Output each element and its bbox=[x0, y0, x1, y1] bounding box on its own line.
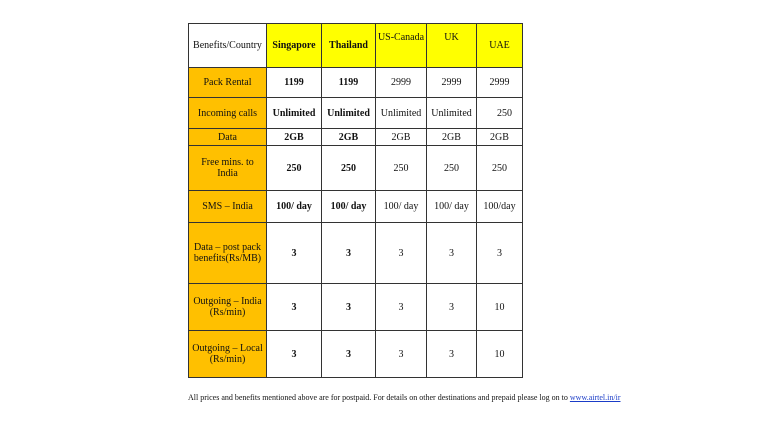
table-cell: 250 bbox=[322, 146, 376, 191]
table-cell: 2GB bbox=[477, 129, 523, 146]
table-cell: 100/day bbox=[477, 191, 523, 223]
country-header-thailand: Thailand bbox=[322, 24, 376, 68]
table-row bbox=[189, 146, 523, 191]
tariff-table bbox=[188, 23, 523, 378]
table-cell: 3 bbox=[322, 284, 376, 331]
table-cell: Unlimited bbox=[376, 98, 427, 129]
table-cell: 3 bbox=[376, 284, 427, 331]
country-header-us-canada: US-Canada bbox=[376, 24, 427, 68]
table-row bbox=[189, 223, 523, 284]
airtel-ir-link[interactable]: www.airtel.in/ir bbox=[569, 393, 621, 402]
table-cell: 3 bbox=[322, 331, 376, 378]
table-cell: 3 bbox=[477, 223, 523, 284]
table-cell: 250 bbox=[427, 146, 477, 191]
table-cell: 100/ day bbox=[427, 191, 477, 223]
footer-text: All prices and benefits mentioned above are for postpaid. For details on other destinations and prepaid please log on to bbox=[188, 393, 570, 402]
table-cell: Unlimited bbox=[322, 98, 376, 129]
country-header-uk: UK bbox=[427, 24, 477, 68]
table-cell: 100/ day bbox=[322, 191, 376, 223]
table-cell: 250 bbox=[477, 146, 523, 191]
table-row bbox=[189, 68, 523, 98]
table-cell: 3 bbox=[376, 223, 427, 284]
table-cell: 250 bbox=[267, 146, 322, 191]
table-cell: Unlimited bbox=[427, 98, 477, 129]
table-cell: 1199 bbox=[322, 68, 376, 98]
table-cell: 2GB bbox=[267, 129, 322, 146]
table-cell: 2999 bbox=[376, 68, 427, 98]
table-cell: 3 bbox=[376, 331, 427, 378]
table-row bbox=[189, 129, 523, 146]
header-row bbox=[189, 24, 523, 68]
table-row bbox=[189, 284, 523, 331]
table-row bbox=[189, 331, 523, 378]
table-cell: 250 bbox=[376, 146, 427, 191]
table-cell: 3 bbox=[322, 223, 376, 284]
row-label-outgoing-india: Outgoing – India (Rs/min) bbox=[189, 284, 267, 331]
table-cell: 3 bbox=[267, 223, 322, 284]
row-label-outgoing-local: Outgoing – Local (Rs/min) bbox=[189, 331, 267, 378]
row-label-incoming-calls: Incoming calls bbox=[189, 98, 267, 129]
table-cell: 3 bbox=[267, 284, 322, 331]
table-cell: 100/ day bbox=[376, 191, 427, 223]
row-label-data: Data bbox=[189, 129, 267, 146]
table-cell: 100/ day bbox=[267, 191, 322, 223]
table-cell: 3 bbox=[427, 284, 477, 331]
row-label-data-post-pack: Data – post pack benefits(Rs/MB) bbox=[189, 223, 267, 284]
table-row bbox=[189, 191, 523, 223]
row-label-free-mins: Free mins. to India bbox=[189, 146, 267, 191]
corner-header: Benefits/Country bbox=[189, 24, 267, 68]
table-cell: Unlimited bbox=[267, 98, 322, 129]
table-cell: 2999 bbox=[427, 68, 477, 98]
table-cell: 2GB bbox=[322, 129, 376, 146]
table-cell: 3 bbox=[267, 331, 322, 378]
table-cell: 2GB bbox=[376, 129, 427, 146]
table-cell: 3 bbox=[427, 331, 477, 378]
footer-note bbox=[188, 393, 620, 402]
table-cell: 2999 bbox=[477, 68, 523, 98]
table-cell: 3 bbox=[427, 223, 477, 284]
row-label-sms-india: SMS – India bbox=[189, 191, 267, 223]
table-cell: 1199 bbox=[267, 68, 322, 98]
table-row bbox=[189, 98, 523, 129]
country-header-singapore: Singapore bbox=[267, 24, 322, 68]
row-label-pack-rental: Pack Rental bbox=[189, 68, 267, 98]
table-cell: 10 bbox=[477, 284, 523, 331]
table-cell: 10 bbox=[477, 331, 523, 378]
table-cell: 2GB bbox=[427, 129, 477, 146]
table-cell: 250 bbox=[477, 98, 523, 129]
country-header-uae: UAE bbox=[477, 24, 523, 68]
